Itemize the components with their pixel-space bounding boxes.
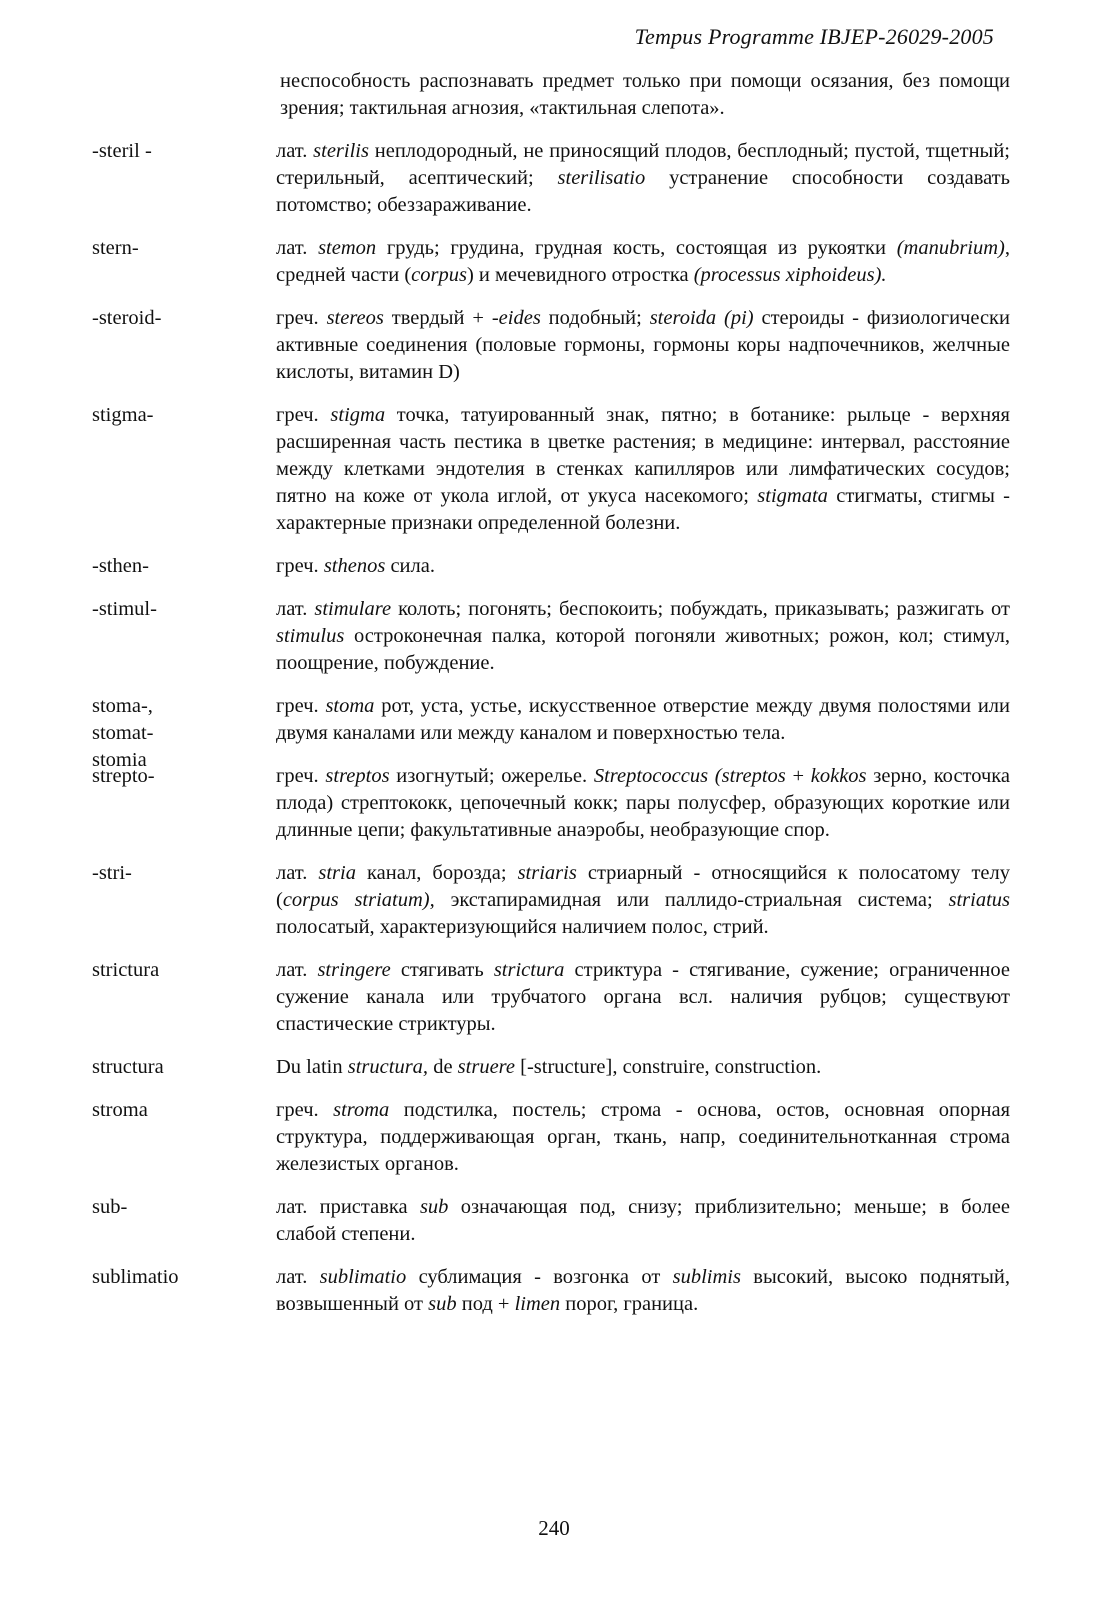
definition-italic-term: stimulare bbox=[314, 598, 392, 620]
definition-text: рот, уста, устье, искусственное отверстие между двумя полостями или двумя каналами или между каналом и поверхностью тела. bbox=[276, 695, 1011, 744]
entry-term: stoma-, stomat- stomia bbox=[92, 695, 154, 771]
definition-text: подобный; bbox=[540, 307, 650, 329]
definition-text: сублимация - возгонка от bbox=[406, 1266, 673, 1288]
definition-italic-term: (processus xiphoideus). bbox=[693, 264, 887, 286]
definition-italic-term: sublimis bbox=[672, 1266, 741, 1288]
definition-text: стриарный - относящийся к полосатому телу ( bbox=[276, 862, 1010, 911]
definition-text: устранение способности создавать потомство; обеззараживание. bbox=[276, 167, 1010, 216]
definition-text: полосатый, характеризующийся наличием полос, стрий. bbox=[276, 916, 769, 938]
entry-definition bbox=[276, 138, 1010, 219]
definition-italic-term: stria bbox=[318, 862, 356, 884]
entry-definition bbox=[276, 1194, 1010, 1248]
definition-text: [-structure], construire, construction. bbox=[515, 1056, 822, 1078]
dictionary-entry bbox=[0, 860, 1108, 941]
entry-term: sub- bbox=[92, 1196, 128, 1218]
dictionary-entry bbox=[0, 957, 1108, 1038]
definition-text: порог, граница. bbox=[560, 1293, 699, 1315]
dictionary-entry bbox=[0, 138, 1108, 219]
entry-term: -steril - bbox=[92, 140, 152, 162]
definition-italic-term: steroida (pi) bbox=[649, 307, 754, 329]
entry-definition bbox=[276, 235, 1010, 289]
definition-text: греч. bbox=[276, 1099, 334, 1121]
dictionary-entry bbox=[0, 68, 1108, 122]
definition-text: сила. bbox=[385, 555, 435, 577]
definition-text: , средней части ( bbox=[276, 237, 1011, 286]
definition-italic-term: corpus bbox=[411, 264, 467, 286]
entry-term: -sthen- bbox=[92, 555, 149, 577]
definition-text: стриктура - стягивание, сужение; ограниченное сужение канала или трубчатого органа всл. наличия рубцов; существуют спастические стриктуры. bbox=[276, 959, 1010, 1035]
definition-italic-term: sub bbox=[419, 1196, 449, 1218]
entry-definition bbox=[276, 693, 1010, 747]
definition-italic-term: stimulus bbox=[276, 625, 345, 647]
definition-italic-term: sub bbox=[428, 1293, 457, 1315]
definition-italic-term: striatus bbox=[948, 889, 1010, 911]
definition-italic-term: limen bbox=[514, 1293, 561, 1315]
definition-italic-term: sterilis bbox=[313, 140, 369, 162]
definition-text: ) и мечевидного отростка bbox=[466, 264, 694, 286]
entry-term: -stri- bbox=[92, 862, 132, 884]
definition-italic-term: stringere bbox=[317, 959, 391, 981]
entry-term: stern- bbox=[92, 237, 139, 259]
entry-term: -steroid- bbox=[92, 307, 162, 329]
definition-italic-term: stereos bbox=[326, 307, 384, 329]
dictionary-entry bbox=[0, 235, 1108, 289]
page-header: Tempus Programme IBJEP-26029-2005 bbox=[634, 24, 994, 49]
definition-text: греч. bbox=[276, 307, 327, 329]
definition-text: лат. bbox=[276, 959, 318, 981]
definition-italic-term: kokkos bbox=[810, 765, 867, 787]
entry-term: strictura bbox=[92, 959, 160, 981]
definition-text: неплодородный, не приносящий плодов, бесплодный; пустой, тщетный; стерильный, асептический; bbox=[276, 140, 1010, 189]
definition-italic-term: stroma bbox=[333, 1099, 390, 1121]
definition-text: лат. bbox=[276, 140, 314, 162]
entry-definition bbox=[276, 402, 1010, 537]
entry-definition bbox=[280, 68, 1010, 122]
definition-italic-term: -eides bbox=[491, 307, 541, 329]
definition-text: Du latin bbox=[276, 1056, 348, 1078]
definition-italic-term: sublimatio bbox=[319, 1266, 407, 1288]
definition-text: + bbox=[785, 765, 811, 787]
definition-italic-term: structura, bbox=[347, 1056, 429, 1078]
entry-definition bbox=[276, 1054, 1010, 1081]
definition-text: греч. bbox=[276, 555, 324, 577]
definition-italic-term: streptos bbox=[325, 765, 390, 787]
definition-text: колоть; погонять; беспокоить; побуждать, приказывать; разжигать от bbox=[391, 598, 1010, 620]
definition-italic-term: stemon bbox=[318, 237, 377, 259]
definition-italic-term: striaris bbox=[517, 862, 577, 884]
dictionary-entry bbox=[0, 763, 1108, 844]
entry-definition bbox=[276, 553, 1010, 580]
entry-definition bbox=[276, 305, 1010, 386]
entry-term: -stimul- bbox=[92, 598, 157, 620]
dictionary-entry bbox=[0, 1054, 1108, 1081]
definition-italic-term: stoma bbox=[325, 695, 375, 717]
entry-definition bbox=[276, 957, 1010, 1038]
definition-italic-term: stigmata bbox=[757, 485, 828, 507]
definition-italic-term: stigma bbox=[330, 404, 386, 426]
entry-definition bbox=[276, 1097, 1010, 1178]
entry-term: stigma- bbox=[92, 404, 154, 426]
definition-italic-term: sterilisatio bbox=[557, 167, 646, 189]
definition-text: неспособность распознавать предмет только при помощи осязания, без помощи зрения; тактильная агнозия, «тактильная слепота». bbox=[280, 70, 1010, 119]
definition-text: стягивать bbox=[390, 959, 494, 981]
dictionary-entry bbox=[0, 693, 1108, 771]
definition-text: твердый + bbox=[383, 307, 492, 329]
definition-text: высокий, высоко поднятый, возвышенный от bbox=[276, 1266, 1011, 1315]
dictionary-entry bbox=[0, 1264, 1108, 1318]
dictionary-entry bbox=[0, 402, 1108, 537]
dictionary-entries bbox=[0, 68, 1108, 1334]
dictionary-entry bbox=[0, 1194, 1108, 1248]
definition-italic-term: sthenos bbox=[323, 555, 386, 577]
definition-text: лат. bbox=[276, 237, 319, 259]
entry-term: structura bbox=[92, 1056, 164, 1078]
definition-text: означающая под, снизу; приблизительно; меньше; в более слабой степени. bbox=[276, 1196, 1011, 1245]
entry-term: sublimatio bbox=[92, 1266, 179, 1288]
dictionary-entry bbox=[0, 1097, 1108, 1178]
definition-text: лат. приставка bbox=[276, 1196, 420, 1218]
definition-text: зерно, косточка плода) стрептококк, цепочечный кокк; пары полусфер, образующих короткие или длинные цепи; факультативные анаэробы, необразующие спор. bbox=[276, 765, 1011, 841]
definition-text: de bbox=[428, 1056, 458, 1078]
definition-text: греч. bbox=[276, 404, 331, 426]
definition-text bbox=[708, 765, 715, 787]
dictionary-entry bbox=[0, 305, 1108, 386]
definition-text: остроконечная палка, которой погоняли животных; рожон, кол; стимул, поощрение, побуждение. bbox=[276, 625, 1010, 674]
definition-text: греч. bbox=[276, 695, 326, 717]
definition-text: лат. bbox=[276, 862, 319, 884]
definition-italic-term: corpus striatum), bbox=[282, 889, 435, 911]
definition-text: канал, борозда; bbox=[355, 862, 518, 884]
definition-italic-term: Streptococcus bbox=[593, 765, 709, 787]
definition-text: подстилка, постель; строма - основа, остов, основная опорная структура, поддерживающая орган, ткань, напр, соединительнотканная строма железистых органов. bbox=[276, 1099, 1010, 1175]
definition-text: точка, татуированный знак, пятно; в ботанике: рыльце - верхняя расширенная часть пестика в цветке растения; в медицине: интервал, расстояние между клетками эндотелия в стенках капилляров или лимфатических сосудов; пятно на коже от укола иглой, от укуса насекомого; bbox=[276, 404, 1010, 507]
entry-definition bbox=[276, 1264, 1010, 1318]
definition-text: грудь; грудина, грудная кость, состоящая из рукоятки bbox=[376, 237, 897, 259]
page-number: 240 bbox=[538, 1516, 570, 1540]
definition-text: под + bbox=[456, 1293, 515, 1315]
dictionary-entry bbox=[0, 553, 1108, 580]
definition-italic-term: (manubrium) bbox=[896, 237, 1005, 259]
definition-italic-term: struere bbox=[457, 1056, 515, 1078]
entry-definition bbox=[276, 763, 1010, 844]
definition-text: экстапирамидная или паллидо-стриальная система; bbox=[434, 889, 949, 911]
definition-italic-term: (streptos bbox=[714, 765, 786, 787]
definition-text: изогнутый; ожерелье. bbox=[389, 765, 594, 787]
definition-text: лат. bbox=[276, 598, 315, 620]
definition-text: стигматы, стигмы - характерные признаки определенной болезни. bbox=[276, 485, 1010, 534]
definition-italic-term: strictura bbox=[493, 959, 565, 981]
definition-text: лат. bbox=[276, 1266, 320, 1288]
entry-term: stroma bbox=[92, 1099, 148, 1121]
definition-text: греч. bbox=[276, 765, 326, 787]
definition-text: стероиды - физиологически активные соединения (половые гормоны, гормоны коры надпочечников, желчные кислоты, витамин D) bbox=[276, 307, 1010, 383]
entry-definition bbox=[276, 596, 1010, 677]
entry-definition bbox=[276, 860, 1010, 941]
dictionary-entry bbox=[0, 596, 1108, 677]
entry-term: strepto- bbox=[92, 765, 155, 787]
